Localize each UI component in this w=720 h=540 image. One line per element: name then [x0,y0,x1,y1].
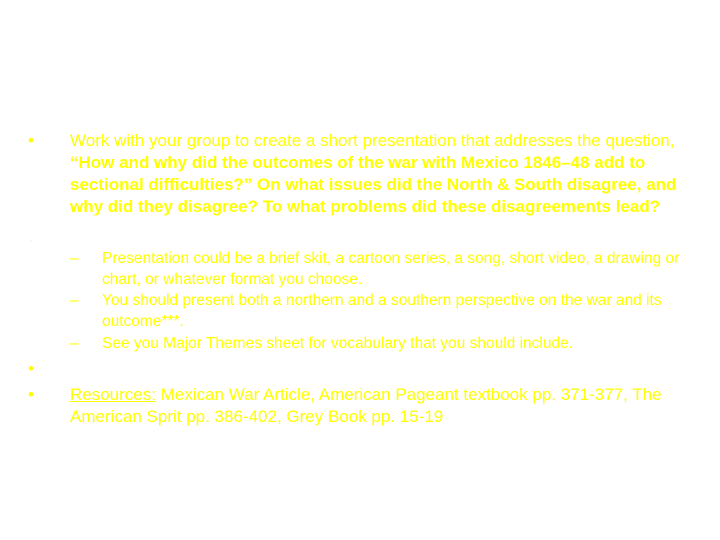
bullet-item-empty [28,358,70,380]
dash-marker: – [70,250,79,267]
task-text [70,130,680,218]
bullet-item-resources [28,384,680,428]
resources-text [70,384,680,428]
bullet-marker: • [28,131,34,150]
bullet-marker: • [28,359,34,378]
bullet-marker: • [28,385,34,404]
dash-marker: – [70,292,79,309]
resources-label: Resources: [70,385,156,404]
sub-item-perspective [70,290,682,332]
bullet-item-task [28,130,680,218]
sub-text-perspective: You should present both a northern and a southern perspective on the war and its outcome***. [102,292,662,330]
dash-marker: – [70,335,79,352]
task-lead: Work with your group to create a short presentation that addresses the question, [70,131,675,150]
resources-list: Mexican War Article, American Pageant textbook pp. 371-377, The American Sprit pp. 386-402, Grey Book pp. 15-19 [70,385,662,426]
sub-text-format: Presentation could be a brief skit, a cartoon series, a song, short video, a drawing or chart, or whatever format you choose. [102,250,680,288]
empty-bullet-marker: · [30,236,33,245]
sub-item-format [70,248,682,290]
sub-item-vocabulary [70,333,682,354]
task-question: “How and why did the outcomes of the war with Mexico 1846–48 add to sectional difficulties?” On what issues did the North & South disagree, and why did they disagree? To what problems did these disagreements lead? [70,153,677,216]
sub-text-vocabulary: See you Major Themes sheet for vocabulary that you should include. [102,335,574,352]
